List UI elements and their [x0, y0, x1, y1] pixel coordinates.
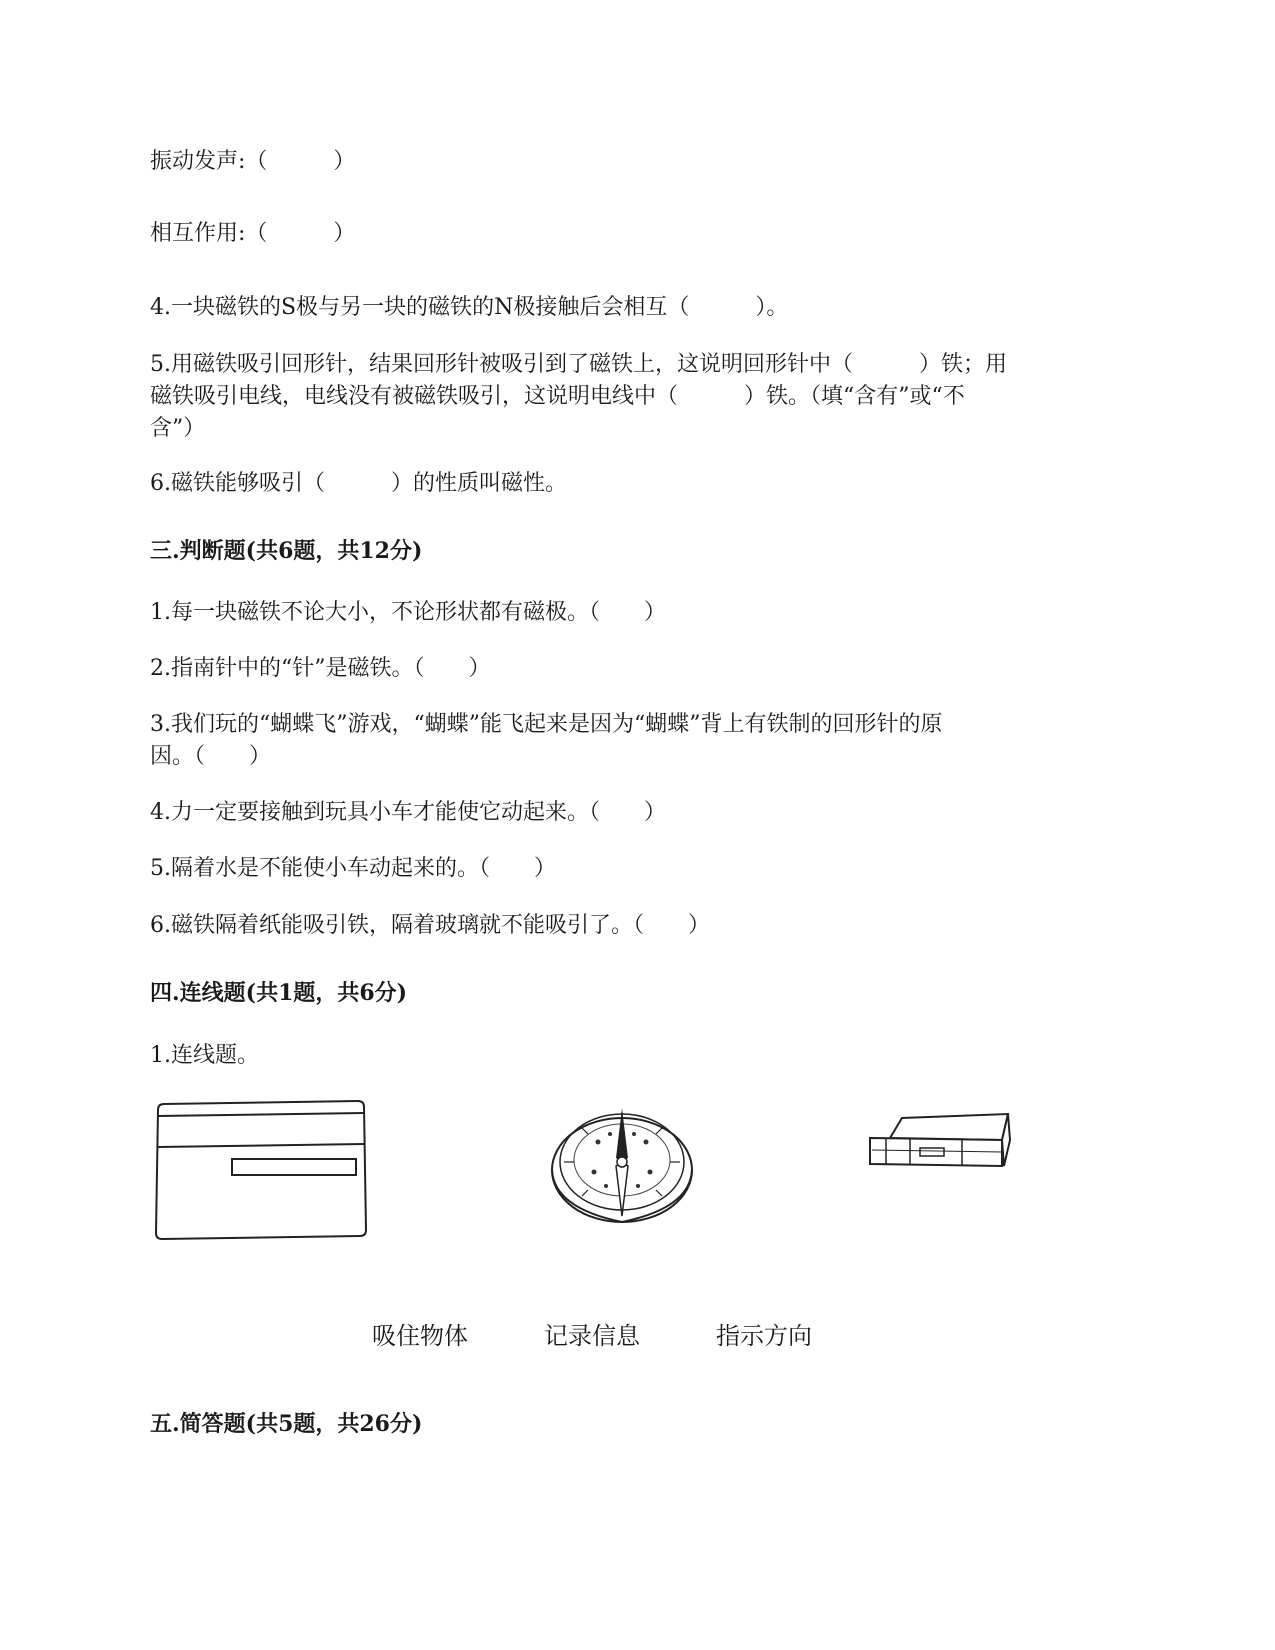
fill-in-q5-line2: 磁铁吸引电线，电线没有被磁铁吸引，这说明电线中（ ）铁。（填“含有”或“不	[150, 384, 965, 409]
judgement-item: 4.力一定要接触到玩具小车才能使它动起来。（ ）	[150, 800, 666, 825]
section-heading-short-answer: 五.简答题(共5题，共26分)	[150, 1411, 423, 1437]
fill-in-q4: 4.一块磁铁的S极与另一块的磁铁的N极接触后会相互（ ）。	[150, 295, 789, 320]
section-heading-judgement: 三.判断题(共6题，共12分)	[150, 538, 423, 564]
matching-option: 吸住物体	[372, 1322, 468, 1350]
fill-in-vibration: 振动发声:（ ）	[150, 149, 356, 174]
fill-in-q5-line1: 5.用磁铁吸引回形针，结果回形针被吸引到了磁铁上，这说明回形针中（ ）铁；用	[150, 352, 1007, 377]
compass-image	[548, 1098, 696, 1228]
judgement-item: 2.指南针中的“针”是磁铁。（ ）	[150, 656, 491, 681]
judgement-item: 3.我们玩的“蝴蝶飞”游戏，“蝴蝶”能飞起来是因为“蝴蝶”背上有铁制的回形针的原	[150, 712, 943, 737]
judgement-item: 1.每一块磁铁不论大小，不论形状都有磁极。（ ）	[150, 600, 666, 625]
judgement-item-continuation: 因。（ ）	[150, 744, 272, 769]
fill-in-q6: 6.磁铁能够吸引（ ）的性质叫磁性。	[150, 471, 567, 496]
matching-question: 1.连线题。	[150, 1043, 259, 1068]
bank-card-image	[150, 1098, 370, 1243]
matching-option: 指示方向	[716, 1322, 812, 1350]
judgement-item: 5.隔着水是不能使小车动起来的。（ ）	[150, 856, 556, 881]
fill-in-interaction: 相互作用:（ ）	[150, 221, 356, 246]
section-heading-matching: 四.连线题(共1题，共6分)	[150, 980, 408, 1006]
pencil-case-image	[866, 1110, 1014, 1174]
judgement-item: 6.磁铁隔着纸能吸引铁，隔着玻璃就不能吸引了。（ ）	[150, 913, 710, 938]
matching-option: 记录信息	[544, 1322, 640, 1350]
fill-in-q5-line3: 含”）	[150, 416, 206, 441]
